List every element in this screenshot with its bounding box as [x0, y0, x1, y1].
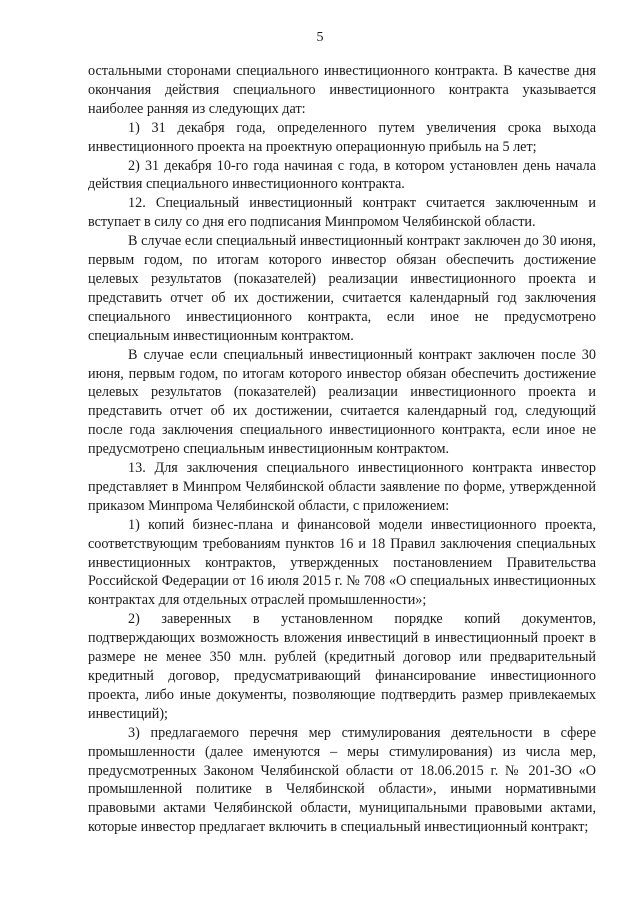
paragraph-continuation: остальными сторонами специального инвестиционного контракта. В качестве дня окончания действия специального инвестиционного контракта указывается наиболее ранняя из следующих дат: [88, 63, 596, 117]
clause-12-after-june: В случае если специальный инвестиционный контракт заключен после 30 июня, первым годом, по итогам которого инвестор обязан обеспечить достижение целевых результатов (показателей) реализации инвестиционного проекта и представить отчет об их достижении, считается календарный год, следующий после года заключения специального инвестиционного контракта, если иное не предусмотрено специальным инвестиционным контрактом. [88, 346, 596, 458]
page-number: 5 [316, 30, 324, 45]
clause-13-item-3: 3) предлагаемого перечня мер стимулирования деятельности в сфере промышленности (далее именуются – меры стимулирования) из числа мер, предусмотренных Законом Челябинской области от 18.06.2015 г. № 201-ЗО «О промышленной политике в Челябинской области», иными нормативными правовыми актами Челябинской области, муниципальными правовыми актами, которые инвестор предлагает включить в специальный инвестиционный контракт; [88, 724, 596, 836]
document-body [88, 62, 596, 837]
clause-12-before-june: В случае если специальный инвестиционный контракт заключен до 30 июня, первым годом, по итогам которого инвестор обязан обеспечить достижение целевых результатов (показателей) реализации инвестиционного проекта и представить отчет об их достижении, считается календарный год заключения специального инвестиционного контракта, если иное не предусмотрено специальным инвестиционным контрактом. [88, 233, 596, 344]
list-item-1: 1) 31 декабря года, определенного путем увеличения срока выхода инвестиционного проекта на проектную операционную прибыль на 5 лет; [88, 119, 596, 155]
clause-13-item-2: 2) заверенных в установленном порядке копий документов, подтверждающих возможность вложения инвестиций в инвестиционный проект в размере не менее 350 млн. рублей (кредитный договор или предварительный кредитный договор, предусматривающий финансирование инвестиционного проекта, либо иные документы, позволяющие подтвердить размер привлекаемых инвестиций); [88, 611, 596, 722]
list-item-2: 2) 31 декабря 10-го года начиная с года, в котором установлен день начала действия специального инвестиционного контракта. [88, 157, 596, 193]
clause-13-item-1: 1) копий бизнес-плана и финансовой модели инвестиционного проекта, соответствующим требованиям пунктов 16 и 18 Правил заключения специальных инвестиционных контрактов, утвержденных постановлением Правительства Российской Федерации от 16 июля 2015 г. № 708 «О специальных инвестиционных контрактах для отдельных отраслей промышленности»; [88, 516, 596, 609]
clause-13: 13. Для заключения специального инвестиционного контракта инвестор представляет в Минпром Челябинской области заявление по форме, утвержденной приказом Минпрома Челябинской области, с приложением: [88, 460, 596, 514]
clause-12: 12. Специальный инвестиционный контракт считается заключенным и вступает в силу со дня его подписания Минпромом Челябинской области. [88, 195, 596, 231]
